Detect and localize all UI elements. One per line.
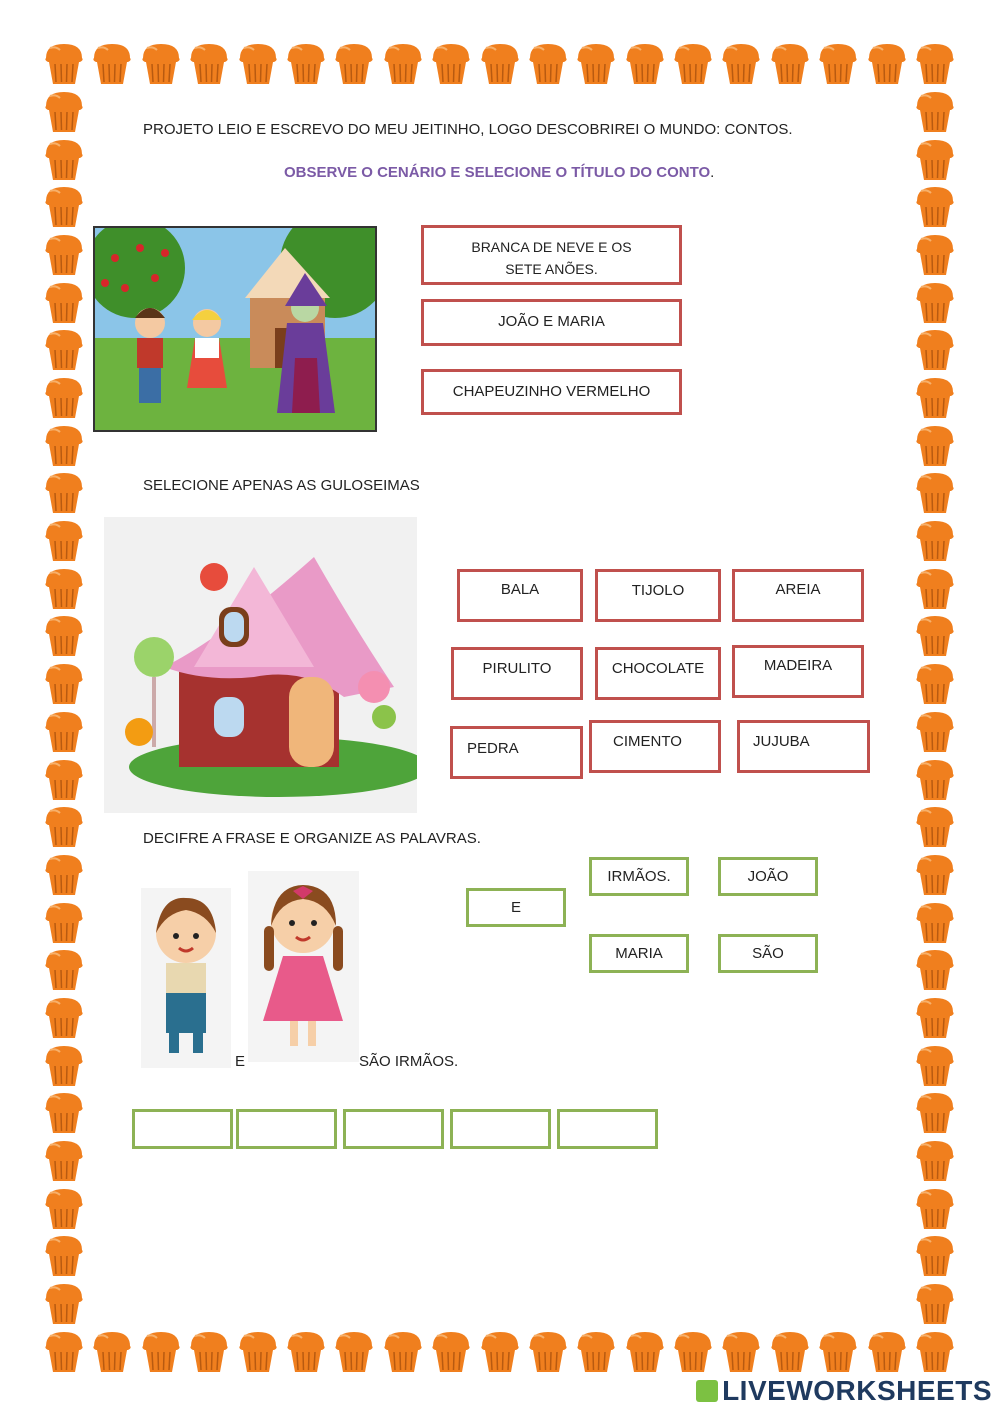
muffin-icon xyxy=(913,88,957,134)
answer-slot-4[interactable] xyxy=(450,1109,551,1149)
muffin-icon xyxy=(913,469,957,515)
muffin-icon xyxy=(42,565,86,611)
option-cimento[interactable] xyxy=(589,720,721,773)
muffin-icon xyxy=(913,1328,957,1374)
muffin-icon xyxy=(526,40,570,86)
muffin-icon xyxy=(42,88,86,134)
fairy-tale-scene-image xyxy=(93,226,377,432)
muffin-icon xyxy=(187,1328,231,1374)
answer-slot-1[interactable] xyxy=(132,1109,233,1149)
option-label: CIMENTO xyxy=(613,733,682,750)
muffin-icon xyxy=(913,279,957,325)
muffin-icon xyxy=(913,1042,957,1088)
answer-slot-3[interactable] xyxy=(343,1109,444,1149)
muffin-icon xyxy=(42,994,86,1040)
option-label: BRANCA DE NEVE E OS SETE ANÕES. xyxy=(471,239,632,277)
option-label: CHOCOLATE xyxy=(611,660,705,677)
muffin-icon xyxy=(913,517,957,563)
option-joao-e-maria[interactable] xyxy=(421,299,682,346)
muffin-icon xyxy=(816,40,860,86)
option-chapeuzinho-vermelho[interactable] xyxy=(421,369,682,415)
muffin-icon xyxy=(574,40,618,86)
muffin-icon xyxy=(284,1328,328,1374)
muffin-icon xyxy=(42,1280,86,1326)
word-label: SÃO xyxy=(752,945,784,962)
word-joao[interactable] xyxy=(718,857,818,896)
answer-slot-2[interactable] xyxy=(236,1109,337,1149)
muffin-icon xyxy=(913,612,957,658)
muffin-icon xyxy=(332,40,376,86)
muffin-icon xyxy=(90,1328,134,1374)
muffin-icon xyxy=(913,183,957,229)
muffin-icon xyxy=(42,1042,86,1088)
instruction-title xyxy=(284,164,714,181)
muffin-icon xyxy=(913,565,957,611)
option-label: TIJOLO xyxy=(631,582,685,599)
muffin-icon xyxy=(623,1328,667,1374)
muffin-icon xyxy=(42,946,86,992)
muffin-icon xyxy=(42,756,86,802)
section3-instruction: DECIFRE A FRASE E ORGANIZE AS PALAVRAS. xyxy=(143,830,481,847)
muffin-icon xyxy=(90,40,134,86)
muffin-icon xyxy=(42,803,86,849)
muffin-icon xyxy=(42,1328,86,1374)
muffin-icon xyxy=(913,40,957,86)
sentence-end: SÃO IRMÃOS. xyxy=(359,1053,459,1070)
muffin-icon xyxy=(42,851,86,897)
muffin-icon xyxy=(913,326,957,372)
option-madeira[interactable] xyxy=(732,645,864,698)
muffin-icon xyxy=(768,1328,812,1374)
muffin-icon xyxy=(42,899,86,945)
muffin-icon xyxy=(42,136,86,182)
muffin-icon xyxy=(478,1328,522,1374)
muffin-icon xyxy=(913,374,957,420)
option-label: BALA xyxy=(500,581,540,598)
muffin-icon xyxy=(768,40,812,86)
muffin-icon xyxy=(381,40,425,86)
sentence-e: E xyxy=(235,1053,246,1070)
boy-joao-image xyxy=(141,888,231,1068)
option-label: PEDRA xyxy=(467,740,519,757)
muffin-icon xyxy=(526,1328,570,1374)
option-pedra[interactable] xyxy=(450,726,583,779)
muffin-icon xyxy=(284,40,328,86)
option-label: JUJUBA xyxy=(753,733,810,750)
option-branca-de-neve[interactable] xyxy=(421,225,682,285)
muffin-icon xyxy=(478,40,522,86)
muffin-icon xyxy=(913,1089,957,1135)
muffin-icon xyxy=(42,183,86,229)
muffin-icon xyxy=(42,326,86,372)
muffin-icon xyxy=(429,40,473,86)
option-tijolo[interactable] xyxy=(595,569,721,622)
word-irmaos[interactable] xyxy=(589,857,689,896)
option-label: AREIA xyxy=(775,581,821,598)
muffin-icon xyxy=(671,40,715,86)
muffin-icon xyxy=(139,1328,183,1374)
muffin-icon xyxy=(719,40,763,86)
word-label: JOÃO xyxy=(747,868,789,885)
muffin-icon xyxy=(42,422,86,468)
instruction-title-text: OBSERVE O CENÁRIO E SELECIONE O TÍTULO DO CONTO xyxy=(284,164,711,181)
muffin-icon xyxy=(42,1185,86,1231)
muffin-icon xyxy=(913,1137,957,1183)
muffin-icon xyxy=(913,231,957,277)
muffin-icon xyxy=(42,374,86,420)
muffin-icon xyxy=(913,851,957,897)
muffin-icon xyxy=(913,708,957,754)
muffin-icon xyxy=(42,1137,86,1183)
muffin-icon xyxy=(913,1280,957,1326)
muffin-icon xyxy=(816,1328,860,1374)
option-bala[interactable] xyxy=(457,569,583,622)
option-pirulito[interactable] xyxy=(451,647,583,700)
muffin-icon xyxy=(236,1328,280,1374)
option-label: CHAPEUZINHO VERMELHO xyxy=(452,383,651,400)
project-line: PROJETO LEIO E ESCREVO DO MEU JEITINHO, LOGO DESCOBRIREI O MUNDO: CONTOS. xyxy=(143,121,793,138)
answer-slot-5[interactable] xyxy=(557,1109,658,1149)
muffin-icon xyxy=(42,660,86,706)
section2-instruction: SELECIONE APENAS AS GULOSEIMAS xyxy=(143,477,420,494)
muffin-icon xyxy=(187,40,231,86)
muffin-icon xyxy=(913,1232,957,1278)
muffin-icon xyxy=(139,40,183,86)
liveworksheets-logo xyxy=(696,1375,992,1407)
muffin-icon xyxy=(623,40,667,86)
option-chocolate[interactable] xyxy=(595,647,721,700)
muffin-icon xyxy=(429,1328,473,1374)
option-areia[interactable] xyxy=(732,569,864,622)
girl-maria-image xyxy=(248,871,359,1062)
muffin-icon xyxy=(913,803,957,849)
option-label: JOÃO E MARIA xyxy=(498,313,605,330)
muffin-icon xyxy=(913,136,957,182)
muffin-icon xyxy=(574,1328,618,1374)
candy-house-image xyxy=(104,517,417,813)
muffin-icon xyxy=(913,756,957,802)
muffin-icon xyxy=(42,612,86,658)
muffin-icon xyxy=(42,1232,86,1278)
muffin-icon xyxy=(236,40,280,86)
logo-text: LIVEWORKSHEETS xyxy=(722,1375,992,1406)
muffin-icon xyxy=(719,1328,763,1374)
muffin-icon xyxy=(332,1328,376,1374)
option-jujuba[interactable] xyxy=(737,720,870,773)
muffin-icon xyxy=(913,422,957,468)
instruction-title-dot: . xyxy=(710,164,715,181)
muffin-icon xyxy=(42,231,86,277)
muffin-icon xyxy=(865,40,909,86)
muffin-icon xyxy=(42,708,86,754)
word-label: MARIA xyxy=(615,945,663,962)
muffin-icon xyxy=(913,1185,957,1231)
muffin-icon xyxy=(913,994,957,1040)
muffin-icon xyxy=(42,40,86,86)
word-e[interactable] xyxy=(466,888,566,927)
muffin-icon xyxy=(42,1089,86,1135)
word-maria[interactable] xyxy=(589,934,689,973)
muffin-icon xyxy=(42,469,86,515)
word-label: IRMÃOS. xyxy=(607,868,671,885)
option-label: PIRULITO xyxy=(482,660,552,677)
muffin-icon xyxy=(913,946,957,992)
word-sao[interactable] xyxy=(718,934,818,973)
muffin-icon xyxy=(913,660,957,706)
word-label: E xyxy=(510,899,521,916)
muffin-icon xyxy=(42,517,86,563)
logo-icon xyxy=(696,1380,718,1402)
muffin-icon xyxy=(671,1328,715,1374)
muffin-icon xyxy=(913,899,957,945)
option-label: MADEIRA xyxy=(763,657,833,674)
muffin-icon xyxy=(42,279,86,325)
muffin-icon xyxy=(865,1328,909,1374)
muffin-icon xyxy=(381,1328,425,1374)
